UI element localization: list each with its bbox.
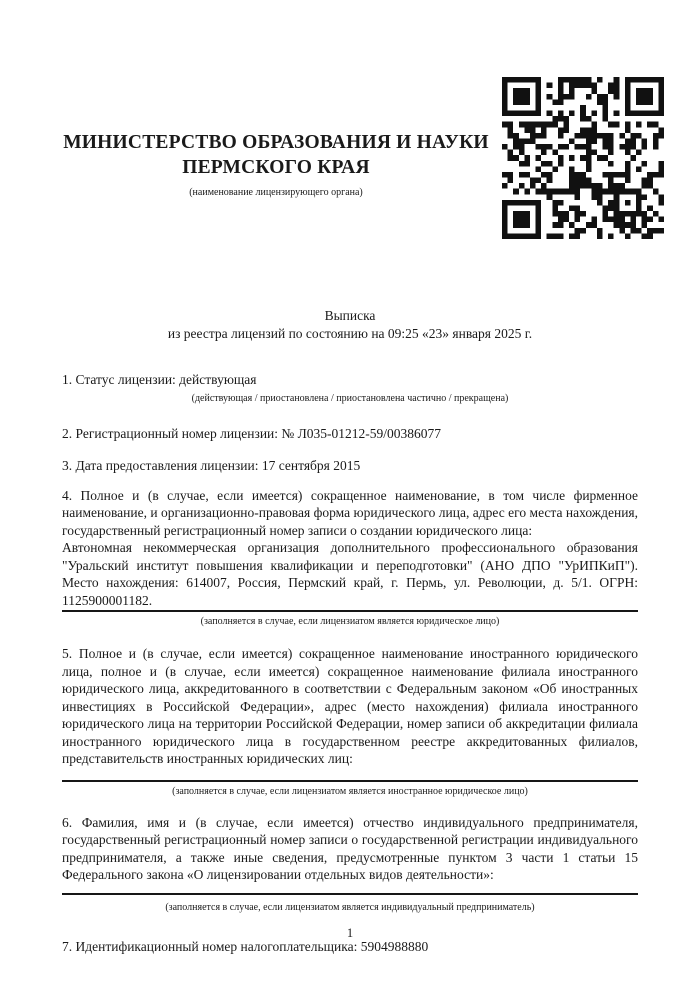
fill-line-legal-entity	[62, 610, 638, 612]
field-license-status: 1. Статус лицензии: действующая	[62, 372, 257, 387]
licensing-authority-caption: (наименование лицензирующего органа)	[189, 187, 363, 198]
document-title-line2: из реестра лицензий по состоянию на 09:25 «23» января 2025 г.	[167, 326, 533, 341]
field-entrepreneur-caption: (заполняется в случае, если лицензиатом является индивидуальный предприниматель)	[165, 901, 535, 913]
licensing-authority-header	[60, 130, 492, 199]
field-entrepreneur-label: 6. Фамилия, имя и (в случае, если имеется) отчество индивидуального предпринимателя, государственный регистрационный номер записи о государственной регистрации индивидуального предпринимателя, а также иные сведения, предусмотренные пунктом 3 части 1 статьи 15 Федерального закона «О лицензировании отдельных видов деятельности»:	[62, 814, 638, 882]
field-taxpayer-inn: 7. Идентификационный номер налогоплательщика: 5904988880	[62, 938, 429, 954]
field-license-status-caption: (действующая / приостановлена / приостановлена частично / прекращена)	[191, 392, 509, 404]
ministry-name-line2: ПЕРМСКОГО КРАЯ	[182, 157, 370, 178]
field-registration-number: 2. Регистрационный номер лицензии: № Л035-01212-59/00386077	[62, 425, 442, 441]
document-body	[62, 300, 638, 955]
ministry-name-line1: МИНИСТЕРСТВО ОБРАЗОВАНИЯ И НАУКИ	[63, 132, 489, 153]
qr-code-icon	[502, 77, 664, 239]
field-legal-entity-value: Автономная некоммерческая организация дополнительного профессионального образования "Уральский институт повышения квалификации и переподготовки" (АНО ДПО "УрИПКиП"). Место нахождения: 614007, Россия, Пермский край, г. Пермь, ул. Революции, д. 5/1. ОГРН: 1125900001182.	[62, 540, 638, 608]
fill-line-entrepreneur	[62, 893, 638, 895]
page-number: 1	[346, 926, 354, 940]
field-foreign-entity-caption: (заполняется в случае, если лицензиатом является иностранное юридическое лицо)	[172, 785, 528, 797]
fill-line-foreign-entity	[62, 780, 638, 782]
field-legal-entity-caption: (заполняется в случае, если лицензиатом является юридическое лицо)	[200, 616, 500, 627]
document-title	[62, 300, 638, 343]
field-legal-entity-label: 4. Полное и (в случае, если имеется) сокращенное наименование, в том числе фирменное наименование, и организационно-правовая форма юридического лица, адрес его места нахождения, государственный регистрационный номер записи о создании юридического лица:	[62, 487, 638, 538]
document-title-line1: Выписка	[324, 308, 376, 323]
field-foreign-entity-label: 5. Полное и (в случае, если имеется) сокращенное наименование иностранного юридического лица, полное и (в случае, если имеется) сокращенное наименование филиала иностранного юридического лица, аккредитованного в соответствии с Федеральным законом «Об иностранных инвестициях в Российской Федерации», адрес (место нахождения) филиала иностранного юридического лица на территории Российской Федерации, номер записи об аккредитации филиала иностранного юридического лица в государственном реестре аккредитованных филиалов, представительств иностранных юридических лиц:	[62, 646, 638, 766]
field-grant-date: 3. Дата предоставления лицензии: 17 сентября 2015	[62, 458, 361, 473]
